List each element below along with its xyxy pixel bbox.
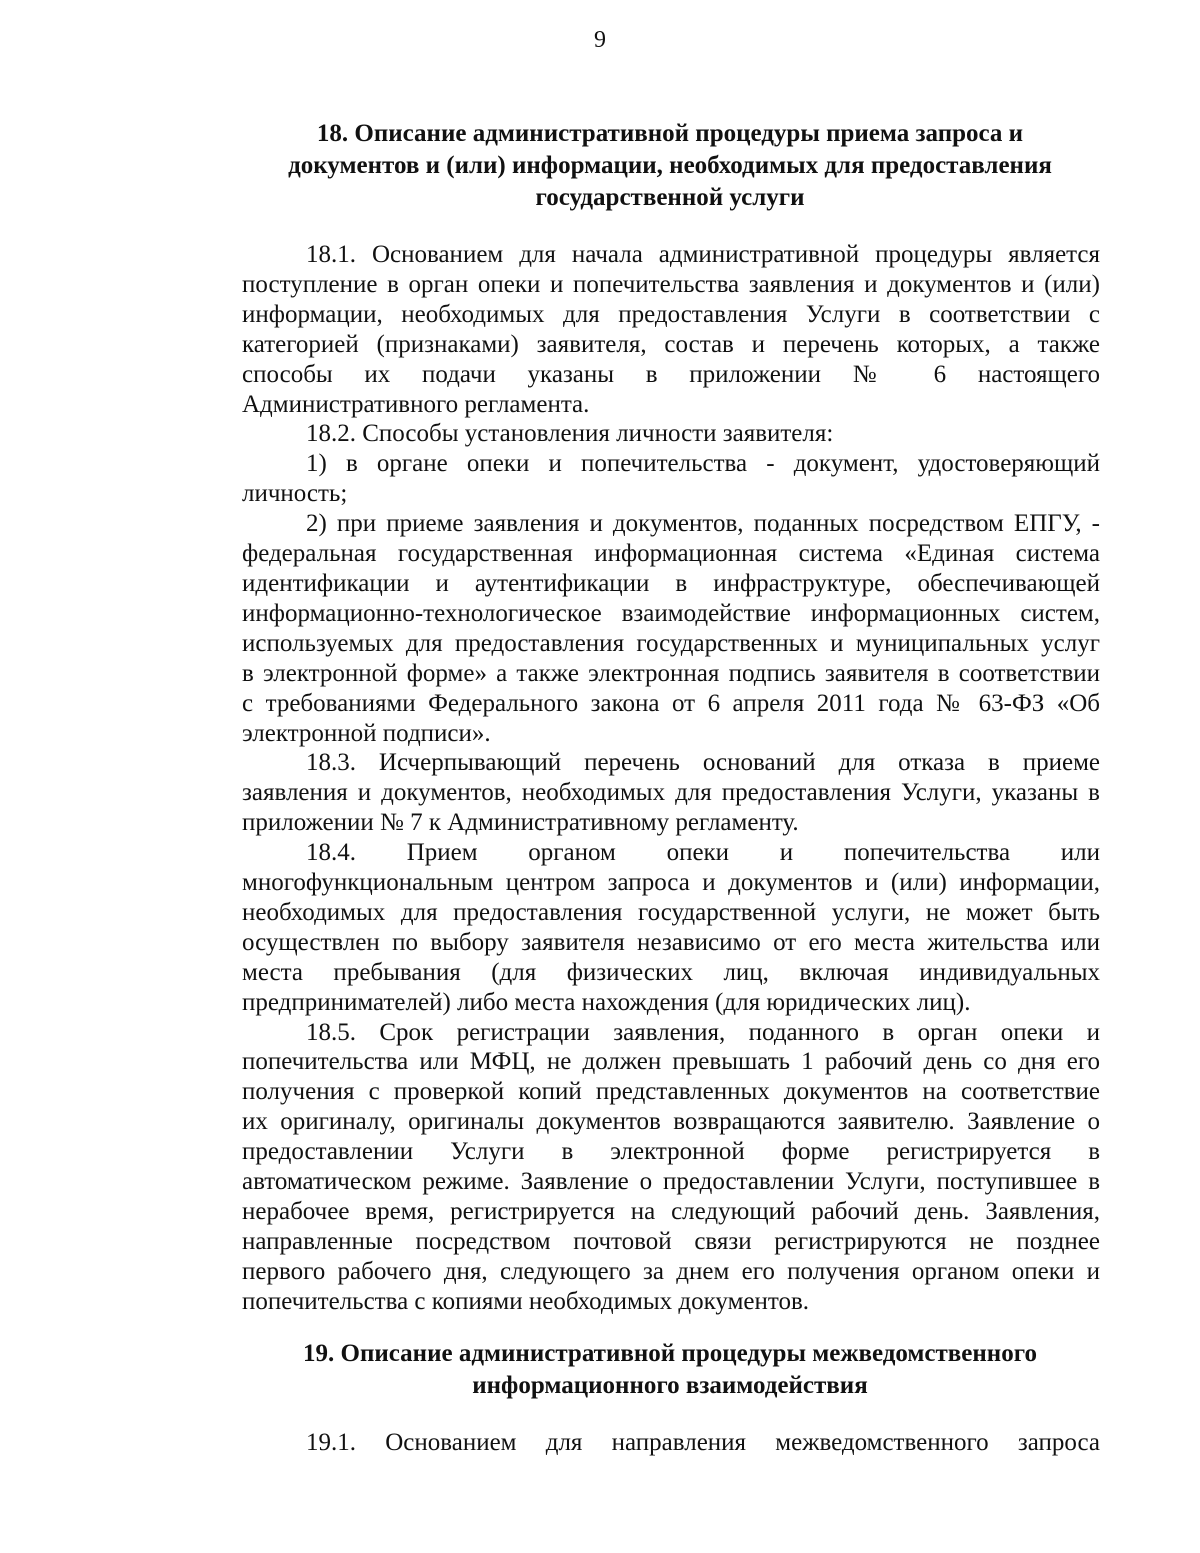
text-line: их оригиналу, оригиналы документов возвращаются заявителю. Заявление о — [242, 1108, 1100, 1136]
section-18-body — [242, 240, 1100, 1317]
text-line: места пребывания (для физических лиц, включая индивидуальных — [242, 958, 1100, 986]
heading-line: 18. Описание административной процедуры приема запроса и — [316, 120, 1024, 147]
text-line: необходимых для предоставления государственной услуги, не может быть — [242, 898, 1100, 926]
text-line: многофункциональным центром запроса и документов и (или) информации, — [242, 869, 1100, 897]
text-line: используемых для предоставления государственных и муниципальных услуг — [242, 629, 1100, 657]
paragraph — [242, 419, 1100, 449]
text-line: получения с проверкой копий представленных документов на соответствие — [242, 1078, 1100, 1106]
paragraph — [242, 838, 1100, 1017]
text-line: предоставлении Услуги в электронной форме регистрируется в — [242, 1138, 1100, 1166]
text-line: 18.3. Исчерпывающий перечень оснований для отказа в приеме — [306, 749, 1100, 777]
text-line: информации, необходимых для предоставления Услуги в соответствии с — [242, 300, 1100, 328]
text-line: попечительства или МФЦ, не должен превышать 1 рабочий день со дня его — [242, 1048, 1100, 1076]
page-number: 9 — [594, 27, 606, 53]
heading-line: 19. Описание административной процедуры межведомственного — [303, 1340, 1037, 1367]
text-line: 18.1. Основанием для начала административной процедуры является — [306, 241, 1100, 268]
section-19-heading — [240, 1338, 1100, 1402]
text-line: направленные посредством почтовой связи регистрируются не позднее — [242, 1227, 1100, 1255]
text-line: 2) при приеме заявления и документов, поданных посредством ЕПГУ, - — [306, 510, 1100, 538]
text-line: информационно-технологическое взаимодействие информационных систем, — [242, 599, 1100, 627]
text-line: в электронной форме» а также электронная подпись заявителя в соответствии — [242, 659, 1100, 687]
text-line: приложении № 7 к Административному регламенту. — [242, 809, 799, 837]
text-line: федеральная государственная информационная система «Единая система — [242, 540, 1100, 568]
text-line: Административного регламента. — [242, 390, 590, 418]
text-line: способы их подачи указаны в приложении № 6 настоящего — [242, 360, 1100, 388]
text-line: 1) в органе опеки и попечительства - документ, удостоверяющий — [306, 450, 1100, 478]
paragraph — [242, 509, 1100, 748]
text-line: нерабочее время, регистрируется на следующий рабочий день. Заявления, — [242, 1198, 1100, 1225]
text-line: электронной подписи». — [242, 719, 491, 747]
paragraph — [242, 240, 1100, 419]
text-line: первого рабочего дня, следующего за днем его получения органом опеки и — [242, 1257, 1100, 1285]
heading-line: государственной услуги — [535, 184, 805, 211]
heading-line: документов и (или) информации, необходимых для предоставления — [288, 152, 1052, 179]
text-line: 18.5. Срок регистрации заявления, поданного в орган опеки и — [306, 1018, 1100, 1046]
paragraph — [242, 748, 1100, 838]
text-line: попечительства с копиями необходимых документов. — [242, 1287, 810, 1315]
text-line: заявления и документов, необходимых для предоставления Услуги, указаны в — [242, 779, 1100, 807]
text-line: с требованиями Федерального закона от 6 апреля 2011 года № 63-ФЗ «Об — [242, 689, 1100, 717]
text-line: категорией (признаками) заявителя, состав и перечень которых, а также — [242, 330, 1100, 358]
paragraph — [242, 1428, 1100, 1458]
text-line: личность; — [242, 480, 348, 508]
paragraph — [242, 1018, 1100, 1317]
text-line: 18.2. Способы установления личности заявителя: — [306, 420, 834, 448]
text-line: 18.4. Прием органом опеки и попечительства или — [306, 839, 1100, 867]
text-line: 19.1. Основанием для направления межведомственного запроса — [306, 1429, 1100, 1456]
paragraph — [242, 449, 1100, 509]
section-19-body — [242, 1428, 1100, 1458]
heading-line: информационного взаимодействия — [472, 1372, 868, 1399]
text-line: предпринимателей) либо места нахождения (для юридических лиц). — [242, 988, 971, 1016]
text-line: идентификации и аутентификации в инфраструктуре, обеспечивающей — [242, 569, 1100, 597]
text-line: поступление в орган опеки и попечительства заявления и документов и (или) — [242, 270, 1100, 298]
text-line: осуществлен по выбору заявителя независимо от его места жительства или — [242, 928, 1100, 956]
text-line: автоматическом режиме. Заявление о предоставлении Услуги, поступившее в — [242, 1168, 1100, 1196]
section-18-heading — [240, 118, 1100, 214]
